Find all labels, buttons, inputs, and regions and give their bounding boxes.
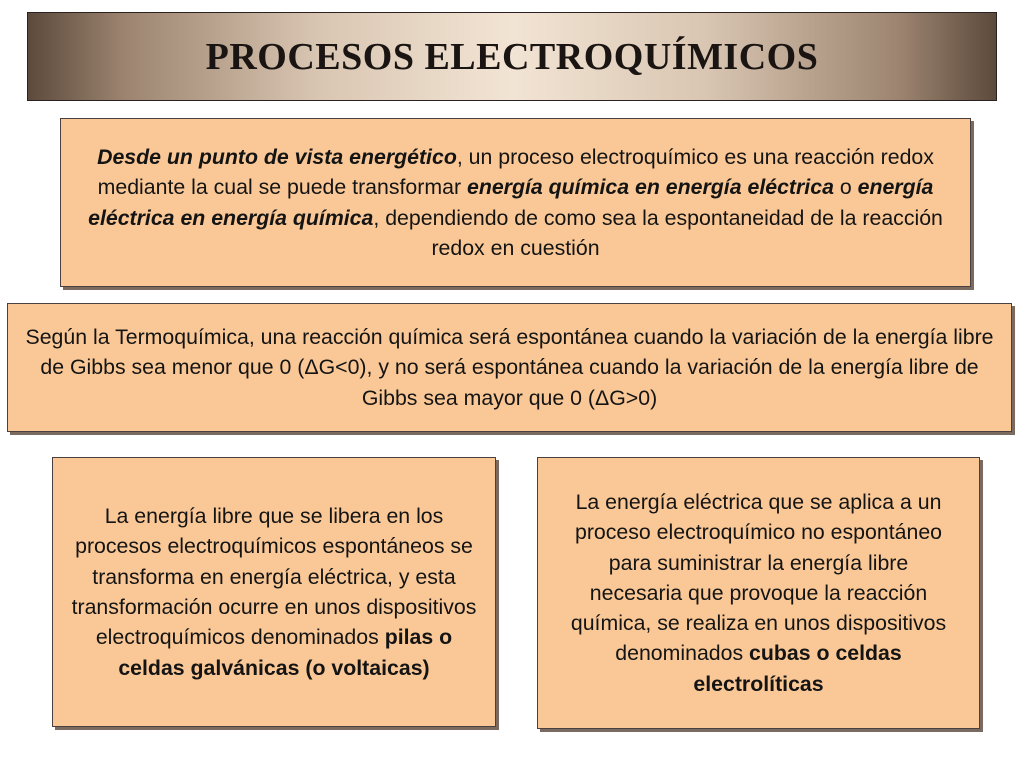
electrolytic-description: La energía eléctrica que se aplica a un proceso electroquímico no espontáneo para suministrar la energía libre necesaria que provoque la reacción química, se realiza en unos dispositivos denominados bbox=[570, 489, 947, 666]
emphasis-chemical-to-electrical: energía química en energía eléctrica bbox=[466, 175, 834, 200]
galvanic-cells-text bbox=[67, 501, 481, 683]
electrolytic-cells-box bbox=[537, 457, 980, 729]
galvanic-cells-term: pilas o celdas galvánicas (o voltaicas) bbox=[118, 625, 453, 680]
energy-definition-text bbox=[87, 142, 944, 263]
galvanic-description: La energía libre que se libera en los procesos electroquímicos espontáneos se transforma en energía eléctrica, y esta transformación ocurre en unos dispositivos electroquímicos denominados bbox=[71, 504, 477, 650]
energy-definition-box bbox=[60, 118, 971, 287]
definition-text-end: , dependiendo de como sea la espontaneidad de la reacción redox en cuestión bbox=[373, 205, 943, 260]
electrolytic-cells-text bbox=[560, 487, 957, 699]
connector-text: o bbox=[833, 175, 858, 200]
title-banner bbox=[27, 12, 997, 101]
galvanic-cells-box bbox=[52, 457, 496, 727]
thermochemistry-box bbox=[7, 303, 1012, 432]
definition-text-part: , un proceso electroquímico es una reacción redox mediante la cual se puede transformar bbox=[97, 144, 934, 200]
page-title: PROCESOS ELECTROQUÍMICOS bbox=[205, 35, 819, 78]
electrolytic-cells-term: cubas o celdas electrolíticas bbox=[693, 641, 902, 696]
thermochemistry-text: Según la Termoquímica, una reacción química será espontánea cuando la variación de la energía libre de Gibbs sea menor que 0 (ΔG<0), y no será espontánea cuando la variación de la energía libre de Gibbs sea mayor que 0 (ΔG>0) bbox=[25, 325, 994, 410]
emphasis-electrical-to-chemical: energía eléctrica en energía química bbox=[88, 175, 934, 230]
emphasis-energetic-viewpoint: Desde un punto de vista energético bbox=[97, 144, 457, 169]
